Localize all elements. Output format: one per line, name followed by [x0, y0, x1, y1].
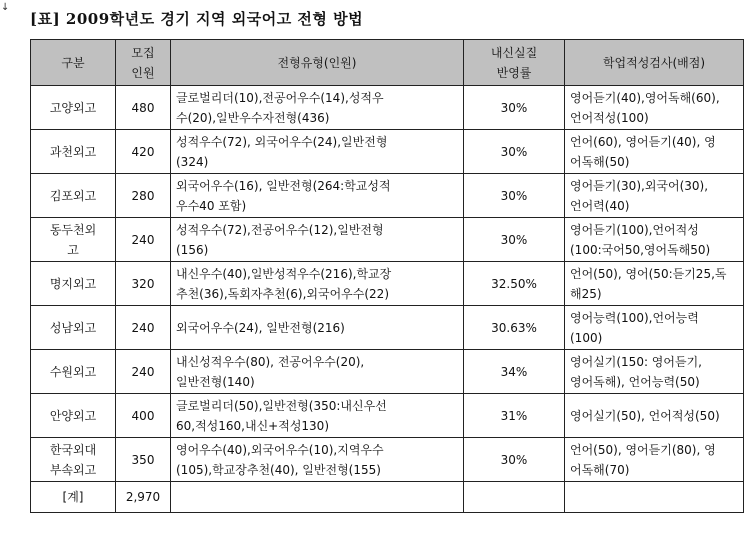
aptitude-test-line: (100) [570, 330, 603, 345]
aptitude-test-line: (100:국어50,영어독해50) [570, 242, 711, 257]
header-rate-line1: 내신실질 [490, 45, 538, 60]
table-row [31, 174, 744, 218]
reflection-rate-cell: 34% [464, 350, 565, 394]
footer-row [31, 482, 744, 513]
admission-type-line: 내신우수(40),일반성적우수(216),학교장 [176, 266, 392, 281]
aptitude-test-line: 언어적성(100) [570, 110, 649, 125]
footer-empty-type [171, 482, 464, 513]
admission-type-line: (324) [176, 154, 209, 169]
aptitude-test-cell [565, 218, 744, 262]
aptitude-test-line: 어독해(50) [570, 154, 630, 169]
school-name-cell: 명지외고 [31, 262, 116, 306]
admission-type-line: 일반전형(140) [176, 374, 255, 389]
admission-type-line: 글로벌리더(10),전공어우수(14),성적우 [176, 90, 384, 105]
aptitude-test-line: 언어(50), 영어(50:듣기25,독 [570, 266, 727, 281]
table-row [31, 394, 744, 438]
quota-cell: 400 [116, 394, 171, 438]
reflection-rate-cell: 31% [464, 394, 565, 438]
reflection-rate-cell: 30.63% [464, 306, 565, 350]
quota-cell: 240 [116, 350, 171, 394]
reflection-rate-cell: 32.50% [464, 262, 565, 306]
aptitude-test-cell [565, 306, 744, 350]
header-rate-line2: 반영률 [496, 65, 532, 80]
school-name-cell: 고양외고 [31, 86, 116, 130]
school-name-cell: 안양외고 [31, 394, 116, 438]
table-row [31, 218, 744, 262]
admission-type-line: 내신성적우수(80), 전공어우수(20), [176, 354, 365, 369]
school-name-cell [31, 438, 116, 482]
header-type: 전형유형(인원) [171, 40, 464, 86]
admission-type-line: 성적우수(72), 외국어우수(24),일반전형 [176, 134, 388, 149]
admission-type-cell [171, 130, 464, 174]
admission-type-cell [171, 262, 464, 306]
aptitude-test-line: 해25) [570, 286, 602, 301]
footer-empty-rate [464, 482, 565, 513]
quota-cell: 280 [116, 174, 171, 218]
school-name-line: 고 [67, 242, 79, 257]
quota-cell: 240 [116, 306, 171, 350]
table-row [31, 306, 744, 350]
table-row [31, 350, 744, 394]
table-row [31, 438, 744, 482]
footer-empty-test [565, 482, 744, 513]
aptitude-test-cell [565, 86, 744, 130]
aptitude-test-line: 영어능력(100),언어능력 [570, 310, 699, 325]
reflection-rate-cell: 30% [464, 130, 565, 174]
aptitude-test-cell [565, 130, 744, 174]
table-body [31, 86, 744, 482]
admission-type-line: (156) [176, 242, 209, 257]
aptitude-test-line: 언어력(40) [570, 198, 630, 213]
admission-type-line: 우수40 포함) [176, 198, 247, 213]
admission-type-cell [171, 438, 464, 482]
admission-type-line: 60,적성160,내신+적성130) [176, 418, 329, 433]
table-row [31, 262, 744, 306]
header-test: 학업적성검사(배점) [565, 40, 744, 86]
school-name-line: 한국외대 [49, 442, 97, 457]
admission-type-cell [171, 218, 464, 262]
header-category: 구분 [31, 40, 116, 86]
quota-cell: 420 [116, 130, 171, 174]
aptitude-test-cell [565, 174, 744, 218]
admission-type-line: 외국어우수(24), 일반전형(216) [176, 320, 345, 335]
header-quota-line2: 인원 [131, 65, 155, 80]
admission-type-line: 수(20),일반우수자전형(436) [176, 110, 330, 125]
header-rate [464, 40, 565, 86]
header-quota-line1: 모집 [131, 45, 155, 60]
aptitude-test-cell [565, 262, 744, 306]
admission-table [30, 39, 744, 513]
school-name-line: 부속외고 [49, 462, 97, 477]
reflection-rate-cell: 30% [464, 438, 565, 482]
admission-type-cell [171, 350, 464, 394]
quota-cell: 480 [116, 86, 171, 130]
school-name-line: 동두천외 [49, 222, 97, 237]
admission-type-line: 성적우수(72),전공어우수(12),일반전형 [176, 222, 384, 237]
aptitude-test-line: 영어실기(50), 언어적성(50) [570, 408, 720, 423]
admission-type-line: 추천(36),독회자추천(6),외국어우수(22) [176, 286, 389, 301]
admission-type-line: 글로벌리더(50),일반전형(350:내신우선 [176, 398, 387, 413]
footer-label: [계] [31, 482, 116, 513]
footer-total: 2,970 [116, 482, 171, 513]
school-name-cell: 과천외고 [31, 130, 116, 174]
reflection-rate-cell: 30% [464, 86, 565, 130]
reflection-rate-cell: 30% [464, 218, 565, 262]
table-row [31, 86, 744, 130]
aptitude-test-line: 언어(60), 영어듣기(40), 영 [570, 134, 716, 149]
admission-type-cell [171, 306, 464, 350]
admission-type-cell [171, 86, 464, 130]
aptitude-test-line: 영어듣기(40),영어독해(60), [570, 90, 720, 105]
admission-type-line: 외국어우수(16), 일반전형(264:학교성적 [176, 178, 391, 193]
aptitude-test-line: 언어(50), 영어듣기(80), 영 [570, 442, 716, 457]
school-name-cell: 성남외고 [31, 306, 116, 350]
school-name-cell [31, 218, 116, 262]
admission-type-line: (105),학교장추천(40), 일반전형(155) [176, 462, 381, 477]
aptitude-test-line: 영어실기(150: 영어듣기, [570, 354, 702, 369]
header-row [31, 40, 744, 86]
aptitude-test-cell [565, 350, 744, 394]
admission-type-cell [171, 394, 464, 438]
corner-mark: ↓ [1, 2, 10, 13]
admission-type-line: 영어우수(40),외국어우수(10),지역우수 [176, 442, 384, 457]
reflection-rate-cell: 30% [464, 174, 565, 218]
quota-cell: 240 [116, 218, 171, 262]
aptitude-test-cell [565, 438, 744, 482]
admission-type-cell [171, 174, 464, 218]
page-title: [표] 2009학년도 경기 지역 외국어고 전형 방법 [30, 10, 364, 28]
table-row [31, 130, 744, 174]
aptitude-test-line: 어독해(70) [570, 462, 630, 477]
aptitude-test-line: 영어듣기(30),외국어(30), [570, 178, 709, 193]
aptitude-test-line: 영어듣기(100),언어적성 [570, 222, 699, 237]
header-quota [116, 40, 171, 86]
school-name-cell: 수원외고 [31, 350, 116, 394]
quota-cell: 320 [116, 262, 171, 306]
aptitude-test-cell [565, 394, 744, 438]
quota-cell: 350 [116, 438, 171, 482]
school-name-cell: 김포외고 [31, 174, 116, 218]
aptitude-test-line: 영어독해), 언어능력(50) [570, 374, 700, 389]
